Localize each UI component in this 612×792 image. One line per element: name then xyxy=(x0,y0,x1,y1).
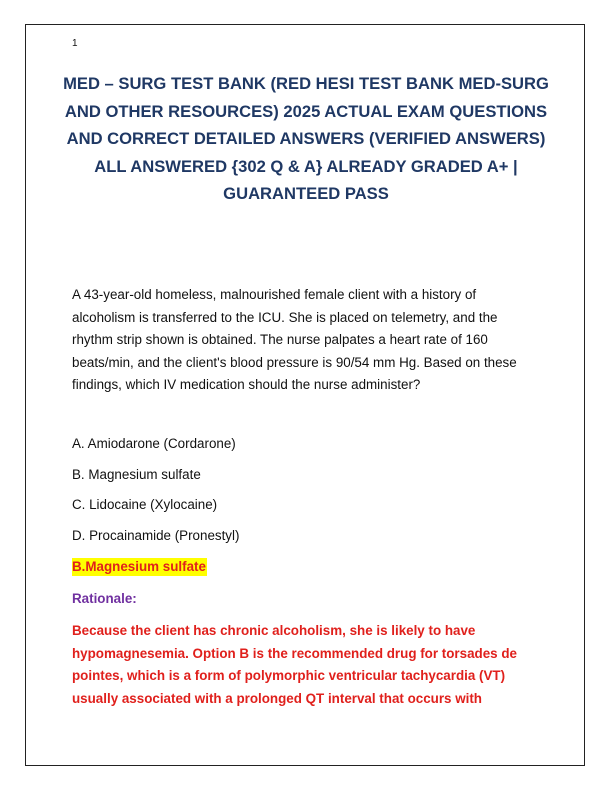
rationale-text: Because the client has chronic alcoholism, she is likely to have hypomagnesemia. Option B is the recommended drug for torsades de pointes, which is a form of polymorphic ventricular tachycardia (VT) usually associated with a prolonged QT interval that occurs with xyxy=(72,623,517,706)
rationale-label: Rationale: xyxy=(72,591,137,606)
option-c: C. Lidocaine (Xylocaine) xyxy=(72,497,218,513)
question-text: A 43-year-old homeless, malnourished female client with a history of alcoholism is transferred to the ICU. She is placed on telemetry, and the rhythm strip shown is obtained. The nurse palpates a heart rate of 160 beats/min, and the client's blood pressure is 90/54 mm Hg. Based on these findings, which IV medication should the nurse administer? xyxy=(72,287,517,392)
option-b: B. Magnesium sulfate xyxy=(72,466,201,482)
answer-options xyxy=(72,434,542,557)
option-d: D. Procainamide (Pronestyl) xyxy=(72,528,240,544)
page-number: 1 xyxy=(72,38,78,49)
document-title: MED – SURG TEST BANK (RED HESI TEST BANK MED-SURG AND OTHER RESOURCES) 2025 ACTUAL EXAM QUESTIONS AND CORRECT DETAILED ANSWERS (VERIFIED ANSWERS) ALL ANSWERED {302 Q & A} ALREADY GRADED A+ | GUARANTEED PASS xyxy=(63,74,549,203)
option-a: A. Amiodarone (Cordarone) xyxy=(72,436,236,451)
correct-answer: B.Magnesium sulfate xyxy=(72,559,206,574)
